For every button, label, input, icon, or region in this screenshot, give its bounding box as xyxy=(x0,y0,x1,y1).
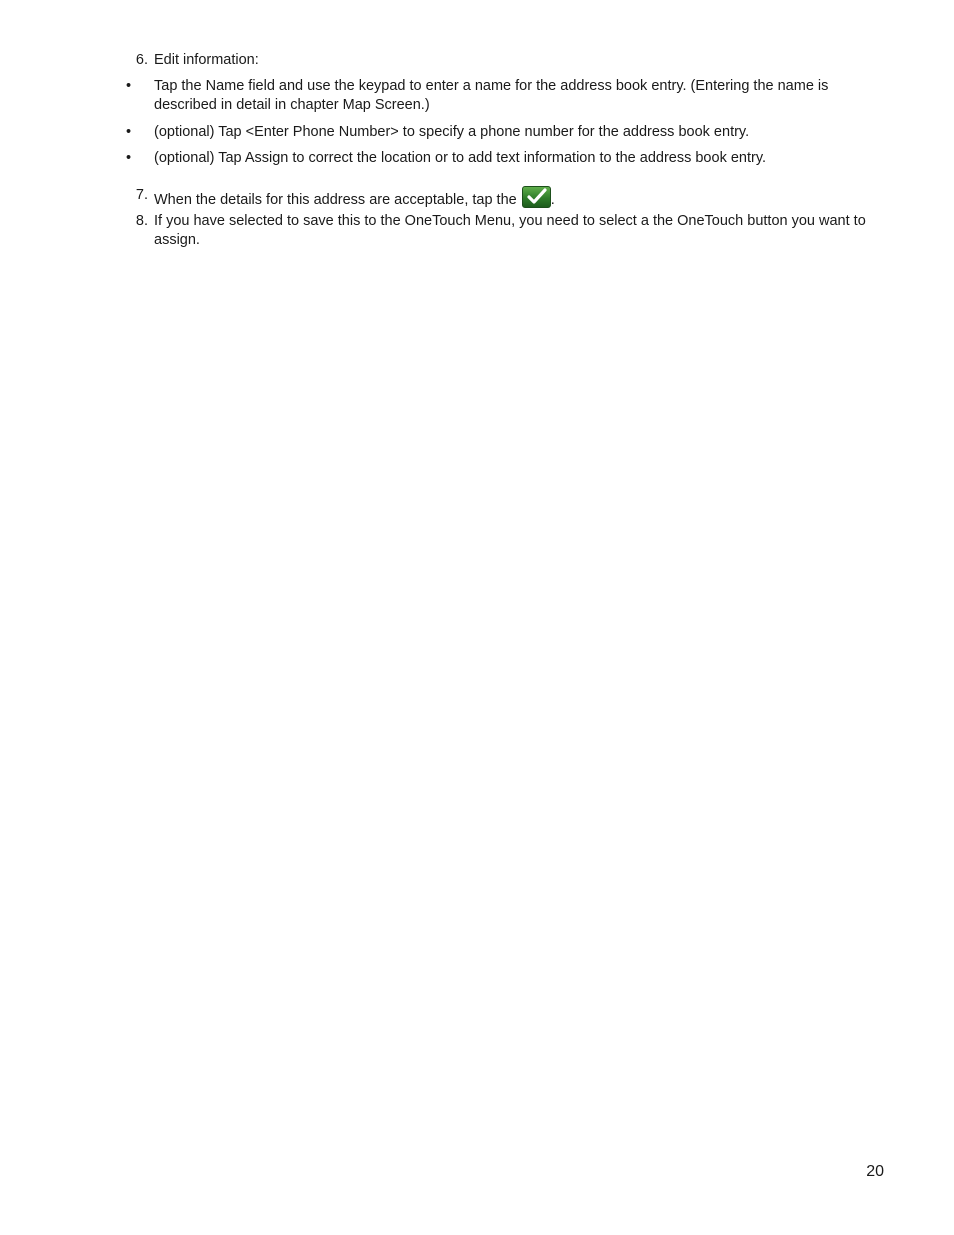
bullet-symbol: • xyxy=(126,124,132,140)
step-number: 7. xyxy=(135,187,148,203)
bullet-symbol: • xyxy=(126,150,132,166)
bullet-text: (optional) Tap Assign to correct the location or to add text information to the address book entry. xyxy=(154,150,767,166)
step-number: 8. xyxy=(135,213,148,229)
checkmark-icon xyxy=(522,186,551,208)
bullet-symbol: • xyxy=(126,78,132,94)
step-text: Edit information: xyxy=(154,52,259,68)
step-text: If you have selected to save this to the OneTouch Menu, you need to select a the OneTouch button you want to assign. xyxy=(154,213,866,248)
step-number: 6. xyxy=(135,52,148,68)
bullet-text: (optional) Tap <Enter Phone Number> to specify a phone number for the address book entry. xyxy=(154,124,750,140)
step-text: When the details for this address are acceptable, tap the xyxy=(154,192,517,208)
bullet-text: Tap the Name field and use the keypad to enter a name for the address book entry. (Entering the name is described in detail in chapter Map Screen.) xyxy=(154,78,829,113)
step-text-container xyxy=(154,186,882,210)
step-text-suffix: . xyxy=(550,192,555,208)
page-number: 20 xyxy=(866,1163,884,1180)
